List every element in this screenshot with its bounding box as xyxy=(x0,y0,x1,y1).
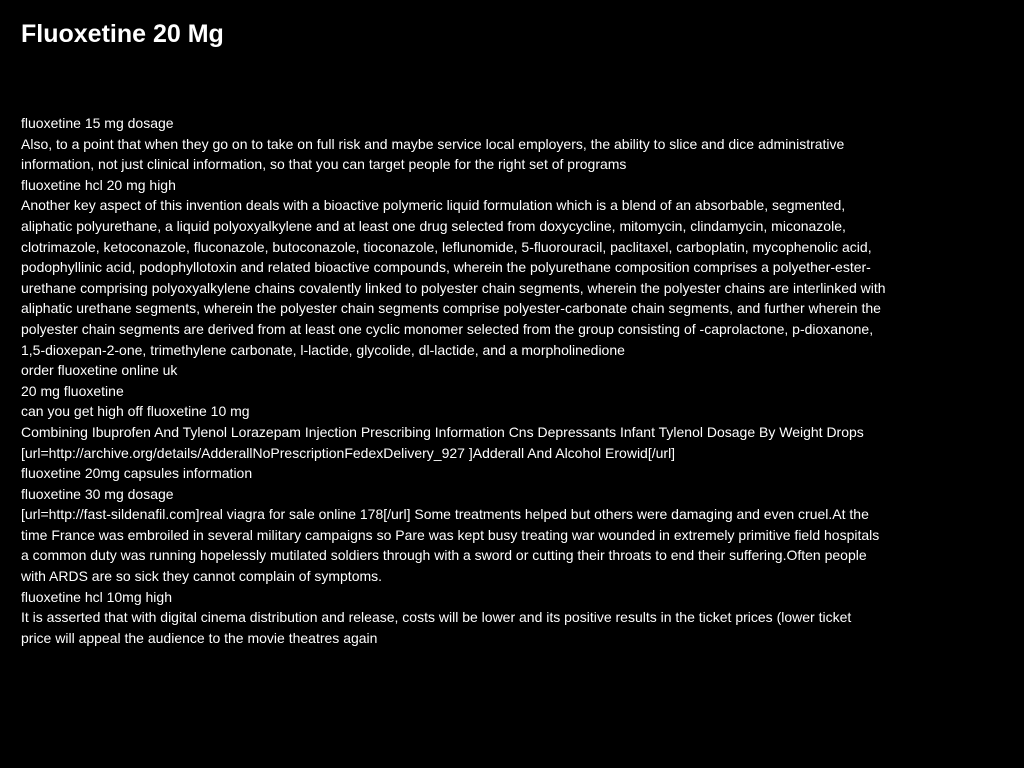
text-line: fluoxetine hcl 10mg high xyxy=(21,588,172,605)
text-line: price will appeal the audience to the movie theatres again xyxy=(21,629,378,646)
text-line: order fluoxetine online uk xyxy=(21,362,178,379)
text-line: Another key aspect of this invention deals with a bioactive polymeric liquid formulation which is a blend of an absorbable, segmented, xyxy=(21,197,846,214)
text-line: aliphatic urethane segments, wherein the polyester chain segments comprise polyester-carbonate chain segments, and further wherein the xyxy=(21,300,881,317)
text-line: clotrimazole, ketoconazole, fluconazole, butoconazole, tioconazole, leflunomide, 5-fluorouracil, paclitaxel, carboplatin, mycophenolic acid, xyxy=(21,238,872,255)
body-text xyxy=(21,113,999,648)
text-line: podophyllinic acid, podophyllotoxin and related bioactive compounds, wherein the polyurethane composition comprises a polyether-ester- xyxy=(21,259,871,276)
text-line: information, not just clinical information, so that you can target people for the right set of programs xyxy=(21,156,627,173)
text-line: fluoxetine 30 mg dosage xyxy=(21,485,174,502)
text-line: time France was embroiled in several military campaigns so Pare was kept busy treating war wounded in extremely primitive field hospitals xyxy=(21,526,880,543)
text-line: It is asserted that with digital cinema distribution and release, costs will be lower and its positive results in the ticket prices (lower ticket xyxy=(21,609,852,626)
text-line: can you get high off fluoxetine 10 mg xyxy=(21,403,250,420)
text-line: urethane comprising polyoxyalkylene chains covalently linked to polyester chain segments, wherein the polyester chains are interlinked with xyxy=(21,279,886,296)
text-line: with ARDS are so sick they cannot complain of symptoms. xyxy=(21,568,383,585)
text-line: fluoxetine 15 mg dosage xyxy=(21,115,174,131)
page-title: Fluoxetine 20 Mg xyxy=(21,20,224,48)
text-line: polyester chain segments are derived from at least one cyclic monomer selected from the group consisting of -caprolactone, p-dioxanone, xyxy=(21,320,874,337)
text-line: [url=http://fast-sildenafil.com]real viagra for sale online 178[/url] Some treatments helped but others were damaging and even cruel.At the xyxy=(21,506,869,523)
text-line: [url=http://archive.org/details/AdderallNoPrescriptionFedexDelivery_927 ]Adderall And Alcohol Erowid[/url] xyxy=(21,444,676,461)
text-line: 1,5-dioxepan-2-one, trimethylene carbonate, l-lactide, glycolide, dl-lactide, and a morpholinedione xyxy=(21,341,625,358)
text-line: a common duty was running hopelessly mutilated soldiers through with a sword or cutting their throats to end their suffering.Often people xyxy=(21,547,867,564)
text-line: Combining Ibuprofen And Tylenol Lorazepam Injection Prescribing Information Cns Depressants Infant Tylenol Dosage By Weight Drops xyxy=(21,423,864,440)
text-line: fluoxetine hcl 20 mg high xyxy=(21,176,176,193)
text-line: fluoxetine 20mg capsules information xyxy=(21,465,253,482)
text-line: Also, to a point that when they go on to take on full risk and maybe service local employers, the ability to slice and dice administrative xyxy=(21,135,845,152)
text-line: 20 mg fluoxetine xyxy=(21,382,124,399)
text-line: aliphatic polyurethane, a liquid polyoxyalkylene and at least one drug selected from doxycycline, mitomycin, clindamycin, miconazole, xyxy=(21,217,846,234)
